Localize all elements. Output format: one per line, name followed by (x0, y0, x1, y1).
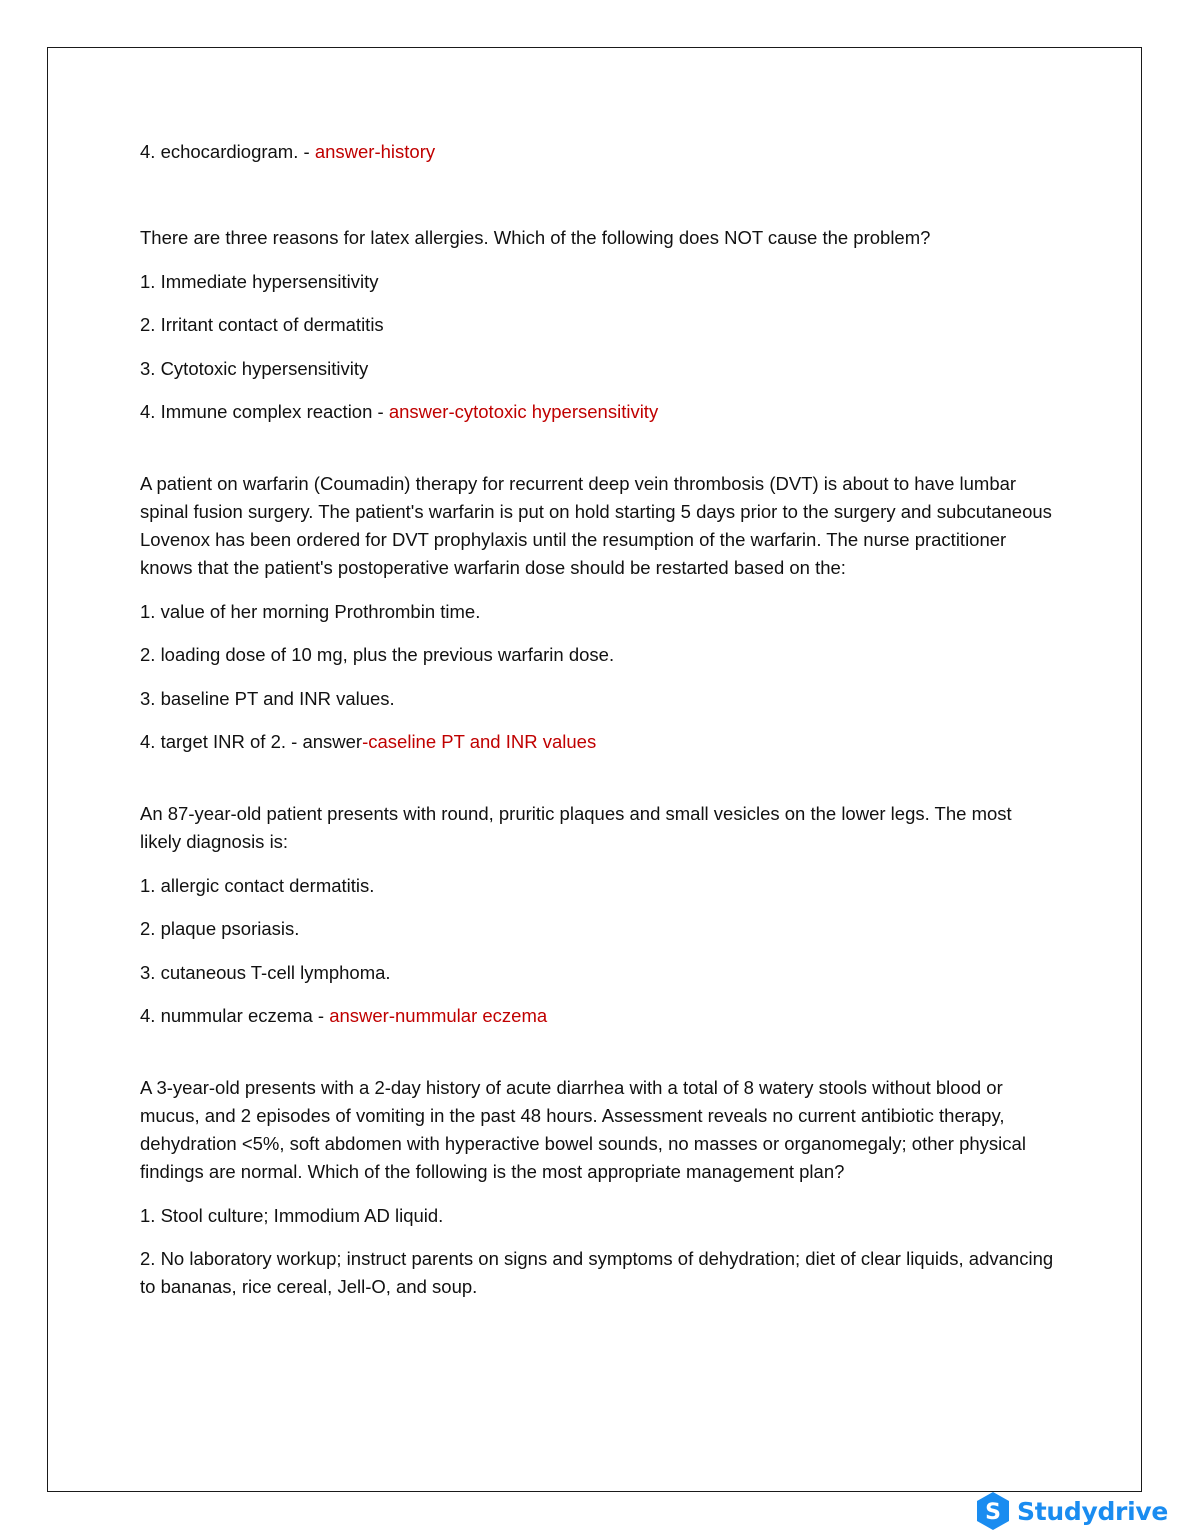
option-line (140, 685, 1055, 713)
line-text: A 3-year-old presents with a 2-day history of acute diarrhea with a total of 8 watery stools without blood or mucus, and 2 episodes of vomiting in the past 48 hours. Assessment reveals no current antibiotic therapy, dehydration <5%, soft abdomen with hyperactive bowel sounds, no masses or organomegaly; other physical findings are normal. Which of the following is the most appropriate management plan? (140, 1077, 1026, 1182)
question-text (140, 800, 1055, 856)
line-text: 4. echocardiogram. - (140, 141, 315, 162)
question-block (140, 800, 1055, 1030)
option-line (140, 728, 1055, 756)
question-block (140, 224, 1055, 426)
line-text: A patient on warfarin (Coumadin) therapy for recurrent deep vein thrombosis (DVT) is about to have lumbar spinal fusion surgery. The patient's warfarin is put on hold starting 5 days prior to the surgery and subcutaneous Lovenox has been ordered for DVT prophylaxis until the resumption of the warfarin. The nurse practitioner knows that the patient's postoperative warfarin dose should be restarted based on the: (140, 473, 1052, 578)
brand-name: Studydrive (1017, 1496, 1168, 1526)
option-line (140, 872, 1055, 900)
line-text: An 87-year-old patient presents with round, pruritic plaques and small vesicles on the lower legs. The most likely diagnosis is: (140, 803, 1012, 852)
logo-letter: S (985, 1500, 1001, 1525)
line-text: 1. Stool culture; Immodium AD liquid. (140, 1204, 444, 1226)
line-text: 4. Immune complex reaction - (140, 401, 389, 422)
line-text: 3. cutaneous T-cell lymphoma. (140, 961, 391, 983)
line-text: There are three reasons for latex allergies. Which of the following does NOT cause the problem? (140, 227, 931, 248)
question-block (140, 1074, 1055, 1301)
answer-text: answer-nummular eczema (329, 1005, 548, 1026)
line-text: 2. loading dose of 10 mg, plus the previous warfarin dose. (140, 644, 615, 665)
option-line (140, 355, 1055, 383)
answer-text: -caseline PT and INR values (362, 731, 597, 752)
question-block (140, 138, 1055, 166)
option-line (140, 138, 1055, 166)
option-line (140, 598, 1055, 626)
option-line (140, 1202, 1055, 1230)
line-text: 2. Irritant contact of dermatitis (140, 314, 384, 335)
option-line (140, 959, 1055, 987)
option-line (140, 398, 1055, 426)
line-text: 1. allergic contact dermatitis. (140, 874, 375, 896)
question-text (140, 224, 1055, 252)
option-line (140, 1245, 1055, 1301)
line-text: 4. target INR of 2. - answer (140, 731, 363, 752)
studydrive-brand[interactable] (975, 1489, 1168, 1533)
question-block (140, 470, 1055, 756)
line-text: 4. nummular eczema - (140, 1005, 330, 1026)
question-text (140, 470, 1055, 582)
line-text: 2. plaque psoriasis. (140, 918, 300, 939)
answer-text: answer-history (314, 141, 436, 162)
option-line (140, 268, 1055, 296)
answer-text: answer-cytotoxic hypersensitivity (388, 401, 659, 422)
line-text: 3. Cytotoxic hypersensitivity (140, 357, 369, 379)
option-line (140, 641, 1055, 669)
line-text: 3. baseline PT and INR values. (140, 687, 395, 709)
line-text: 1. value of her morning Prothrombin time. (140, 600, 481, 622)
option-line (140, 1002, 1055, 1030)
document-body (140, 138, 1055, 1345)
option-line (140, 311, 1055, 339)
option-line (140, 915, 1055, 943)
line-text: 1. Immediate hypersensitivity (140, 270, 379, 292)
line-text: 2. No laboratory workup; instruct parents on signs and symptoms of dehydration; diet of clear liquids, advancing to bananas, rice cereal, Jell-O, and soup. (140, 1248, 1054, 1297)
studydrive-logo-icon (975, 1491, 1011, 1531)
question-text (140, 1074, 1055, 1186)
